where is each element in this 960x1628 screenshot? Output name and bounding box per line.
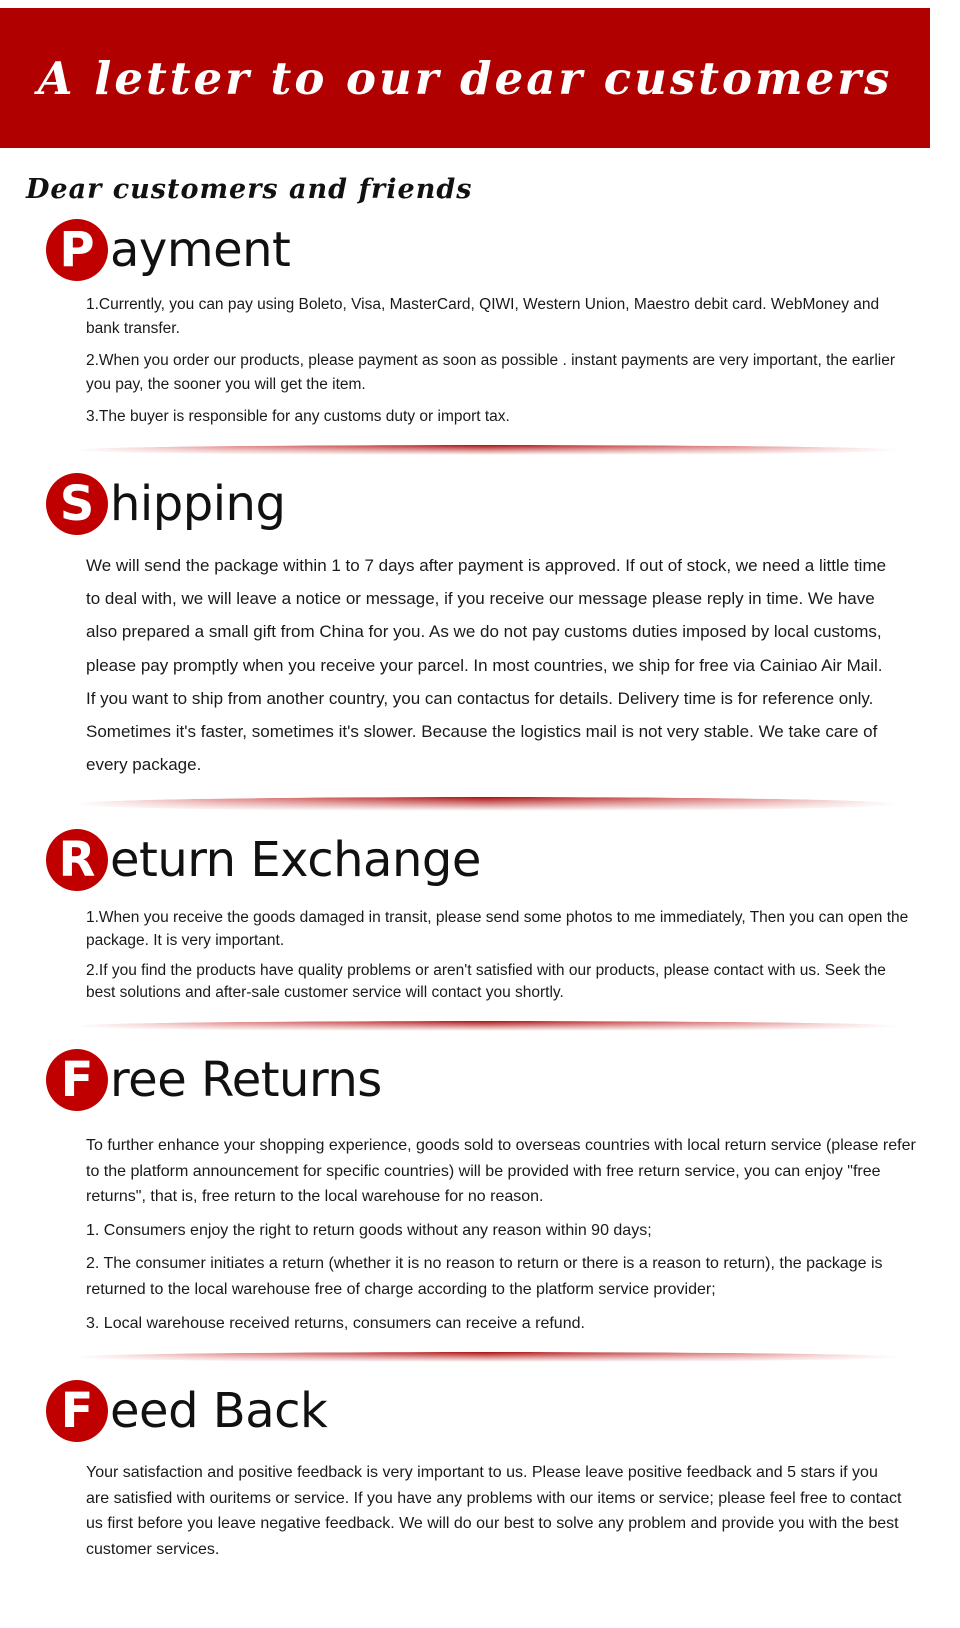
section-free-returns bbox=[0, 1041, 960, 1336]
dropcap-icon: S bbox=[46, 473, 108, 535]
paragraph: 2. The consumer initiates a return (whether it is no reason to return or there is a reason to return), the package is returned to the local warehouse free of charge according to the platform service provider; bbox=[86, 1255, 883, 1298]
section-payment bbox=[0, 211, 960, 429]
section-heading-feed-back bbox=[46, 1372, 960, 1450]
dropcap-icon: F bbox=[46, 1049, 108, 1111]
paragraph: To further enhance your shopping experience, goods sold to overseas countries with local return service (please refer to the platform announcement for specific countries) will be provided with free return service, you can enjoy "free returns", that is, free return to the local warehouse for no reason. bbox=[86, 1136, 916, 1206]
divider bbox=[72, 1352, 900, 1362]
paragraph: 3.The buyer is responsible for any customs duty or import tax. bbox=[86, 408, 510, 426]
section-feed-back bbox=[0, 1372, 960, 1562]
greeting-text: Dear customers and friends bbox=[26, 174, 473, 205]
header-banner bbox=[0, 8, 930, 148]
section-title-return-exchange: eturn Exchange bbox=[110, 832, 481, 889]
section-heading-return-exchange bbox=[46, 821, 960, 899]
paragraph: Your satisfaction and positive feedback is very important to us. Please leave positive feedback and 5 stars if you are satisfied with ouritems or service. If you have any problems with our items or service; please feel free to contact us first before you leave negative feedback. We will do our best to solve any problem and provide you with the best customer services. bbox=[86, 1464, 902, 1558]
section-body-return-exchange bbox=[86, 907, 914, 1005]
dropcap-icon: F bbox=[46, 1380, 108, 1442]
section-heading-free-returns bbox=[46, 1041, 960, 1119]
dropcap-icon: P bbox=[46, 219, 108, 281]
section-body-free-returns bbox=[86, 1133, 920, 1336]
section-body-feed-back bbox=[86, 1460, 902, 1562]
letter-page bbox=[0, 8, 960, 1628]
paragraph: 2.If you find the products have quality problems or aren't satisfied with our products, please contact with us. Seek the best solutions and after-sale customer service will contact you shortly. bbox=[86, 962, 886, 1002]
paragraph: 3. Local warehouse received returns, consumers can receive a refund. bbox=[86, 1314, 585, 1332]
section-body-payment bbox=[86, 293, 902, 429]
paragraph: We will send the package within 1 to 7 days after payment is approved. If out of stock, we need a little time to deal with, we will leave a notice or message, if you receive our message please reply in time. We have also prepared a small gift from China for you. As we do not pay customs duties imposed by local customs, please pay promptly when you receive your parcel. In most countries, we ship for free via Cainiao Air Mail. If you want to ship from another country, you can contactus for details. Delivery time is for reference only. Sometimes it's faster, sometimes it's slower. Because the logistics mail is not very stable. We take care of every package. bbox=[86, 556, 887, 774]
section-shipping bbox=[0, 465, 960, 781]
paragraph: 1. Consumers enjoy the right to return goods without any reason within 90 days; bbox=[86, 1221, 652, 1239]
divider bbox=[72, 1021, 900, 1031]
section-title-shipping: hipping bbox=[110, 476, 286, 533]
section-title-free-returns: ree Returns bbox=[110, 1051, 382, 1108]
divider bbox=[72, 445, 900, 455]
section-title-feed-back: eed Back bbox=[110, 1383, 328, 1440]
divider bbox=[72, 797, 900, 811]
section-title-payment: ayment bbox=[110, 222, 291, 278]
section-heading-payment bbox=[46, 211, 960, 289]
paragraph: 1.When you receive the goods damaged in transit, please send some photos to me immediately, Then you can open the package. It is very important. bbox=[86, 909, 909, 949]
section-body-shipping bbox=[86, 549, 892, 781]
paragraph: 2.When you order our products, please payment as soon as possible . instant payments are very important, the earlier you pay, the sooner you will get the item. bbox=[86, 352, 896, 394]
section-return-exchange bbox=[0, 821, 960, 1005]
section-heading-shipping bbox=[46, 465, 960, 543]
page-title: A letter to our dear customers bbox=[37, 51, 893, 105]
paragraph: 1.Currently, you can pay using Boleto, Visa, MasterCard, QIWI, Western Union, Maestro debit card. WebMoney and bank transfer. bbox=[86, 296, 880, 338]
dropcap-icon: R bbox=[46, 829, 108, 891]
